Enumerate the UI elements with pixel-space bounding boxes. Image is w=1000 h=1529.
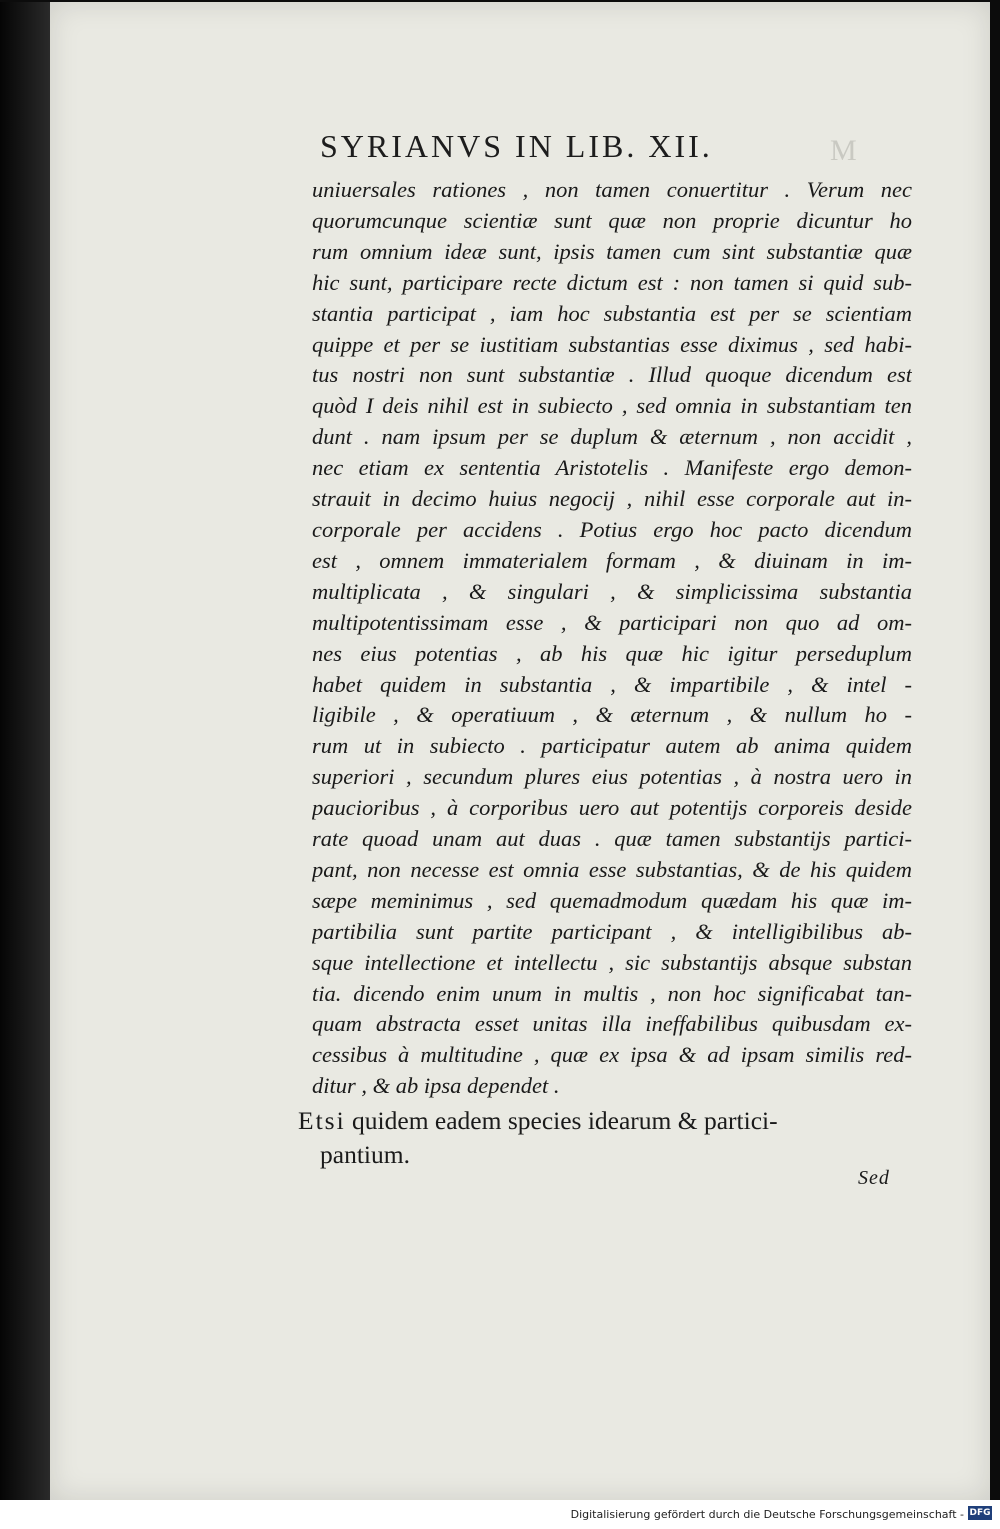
body-line: quorumcunque scientiæ sunt quæ non proprie dicuntur ho: [312, 207, 912, 233]
body-line: ligibile , & operatiuum , & æternum , & nullum ho -: [312, 702, 912, 728]
body-line: rate quoad unam aut duas . quæ tamen substantijs partici-: [312, 826, 912, 852]
body-line: multipotentissimam esse , & participari non quo ad om-: [312, 609, 912, 635]
running-head: SYRIANVS IN LIB. XII.: [320, 128, 713, 164]
body-line: multiplicata , & singulari , & simplicissima substantia: [312, 578, 912, 604]
footer-credit: Digitalisierung gefördert durch die Deutsche Forschungsgemeinschaft -: [570, 1508, 964, 1521]
body-line: rum omnium ideæ sunt, ipsis tamen cum sint substantiæ quæ: [312, 238, 912, 264]
body-line: corporale per accidens . Potius ergo hoc pacto dicendum: [312, 516, 912, 542]
body-line: paucioribus , à corporibus uero aut potentijs corporeis deside: [312, 795, 912, 821]
body-line: ditur , & ab ipsa dependet .: [312, 1073, 560, 1099]
body-line: uniuersales rationes , non tamen conuertitur . Verum nec: [312, 177, 912, 202]
digitization-footer: [0, 1500, 1000, 1529]
lemma-continuation: pantium.: [320, 1140, 410, 1169]
body-line: sæpe meminimus , sed quemadmodum quædam his quæ im-: [312, 887, 912, 913]
body-line: nec etiam ex sententia Aristotelis . Manifeste ergo demon-: [312, 455, 912, 481]
body-line: habet quidem in substantia , & impartibile , & intel -: [312, 671, 912, 697]
body-line: dunt . nam ipsum per se duplum & æternum , non accidit ,: [312, 424, 912, 450]
body-line: quòd I deis nihil est in subiecto , sed omnia in substantiam ten: [312, 393, 912, 419]
body-line: strauit in decimo huius negocij , nihil esse corporale aut in-: [312, 486, 912, 512]
dfg-logo: DFG: [969, 1508, 991, 1518]
body-text: [312, 175, 912, 1102]
body-line: quam abstracta esset unitas illa ineffabilibus quibusdam ex-: [312, 1011, 912, 1037]
body-line: tus nostri non sunt substantiæ . Illud quoque dicendum est: [312, 362, 912, 388]
body-line: est , omnem immaterialem formam , & diuinam in im-: [312, 547, 912, 573]
lemma: [298, 1104, 910, 1172]
body-line: superiori , secundum plures eius potentias , à nostra uero in: [312, 764, 912, 790]
catchword: Sed: [858, 1167, 890, 1189]
body-line: stantia participat , iam hoc substantia est per se scientiam: [312, 300, 912, 326]
book-edge: [0, 2, 50, 1500]
body-line: sque intellectione et intellectu , sic substantijs absque substan: [312, 949, 912, 975]
lemma-text: quidem eadem species idearum & partici-: [352, 1106, 778, 1135]
body-line: cessibus à multitudine , quæ ex ipsa & ad ipsam similis red-: [312, 1042, 912, 1068]
body-line: pant, non necesse est omnia esse substantias, & de his quidem: [312, 856, 912, 882]
body-line: tia. dicendo enim unum in multis , non hoc significabat tan-: [312, 980, 912, 1006]
bleed-through-letter: M: [830, 134, 857, 167]
body-line: nes eius potentias , ab his quæ hic igitur perseduplum: [312, 640, 912, 666]
body-line: hic sunt, participare recte dictum est : non tamen si quid sub-: [312, 269, 912, 295]
lemma-lead-word: Etsi: [298, 1106, 346, 1135]
body-line: quippe et per se iustitiam substantias esse diximus , sed habi-: [312, 331, 912, 357]
body-line: partibilia sunt partite participant , & intelligibilibus ab-: [312, 918, 912, 944]
body-line: rum ut in subiecto . participatur autem ab anima quidem: [312, 733, 912, 759]
